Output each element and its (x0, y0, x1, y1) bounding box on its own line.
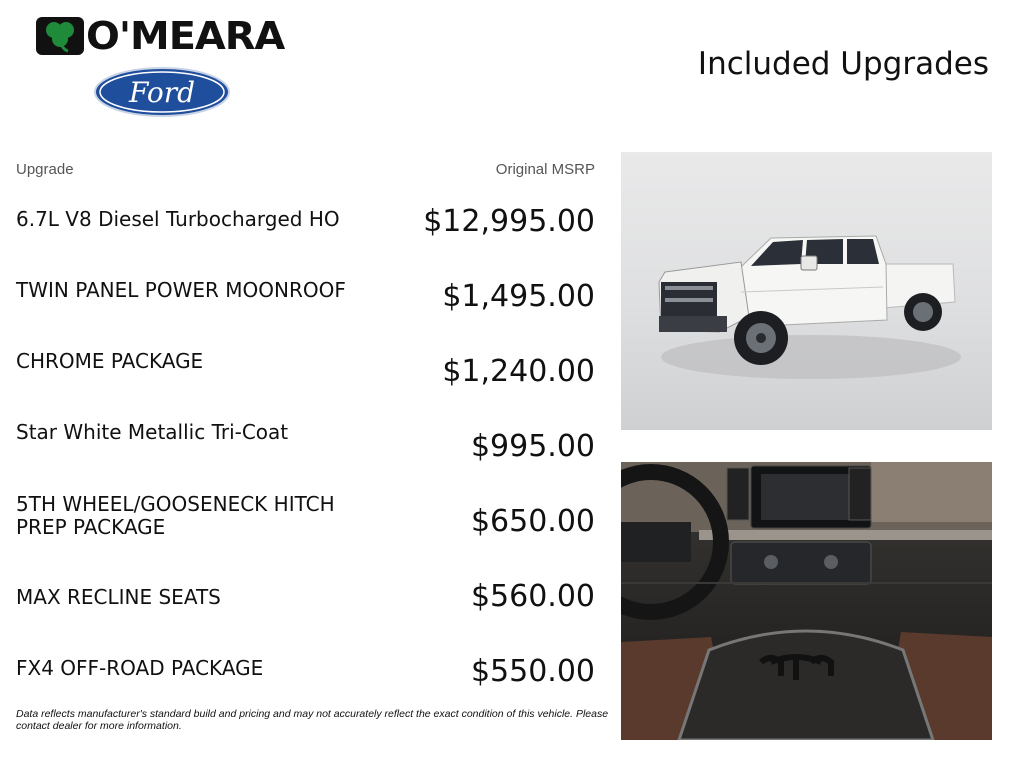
dealer-name: O'MEARA (86, 14, 285, 58)
truck-interior-photo (621, 462, 992, 740)
upgrade-price: $12,995.00 (423, 204, 595, 239)
upgrade-name: CHROME PACKAGE (16, 349, 204, 373)
ford-logo-text: Ford (128, 76, 196, 109)
upgrade-name: Star White Metallic Tri-Coat (16, 420, 289, 444)
upgrade-price: $550.00 (470, 654, 595, 689)
column-header-upgrade: Upgrade (16, 161, 74, 178)
upgrade-name: FX4 OFF-ROAD PACKAGE (16, 656, 264, 680)
truck-exterior-photo (621, 152, 992, 430)
upgrade-price: $1,495.00 (442, 279, 595, 314)
shamrock-icon (36, 17, 84, 55)
dealer-logo (36, 14, 285, 58)
upgrade-name: 6.7L V8 Diesel Turbocharged HO (16, 207, 340, 231)
upgrade-name: 5TH WHEEL/GOOSENECK HITCH PREP PACKAGE (16, 492, 335, 539)
page-title: Included Upgrades (697, 46, 989, 82)
upgrade-price: $560.00 (470, 579, 595, 614)
upgrade-price: $1,240.00 (442, 354, 595, 389)
column-header-msrp: Original MSRP (495, 161, 595, 178)
upgrade-price: $650.00 (470, 504, 595, 539)
upgrade-name: MAX RECLINE SEATS (16, 585, 221, 609)
ford-logo (93, 66, 231, 118)
upgrade-price: $995.00 (470, 429, 595, 464)
upgrade-name: TWIN PANEL POWER MOONROOF (16, 278, 346, 302)
disclaimer: Data reflects manufacturer's standard build and pricing and may not accurately reflect the exact condition of this vehicle. Please contact dealer for more information. (16, 708, 609, 732)
